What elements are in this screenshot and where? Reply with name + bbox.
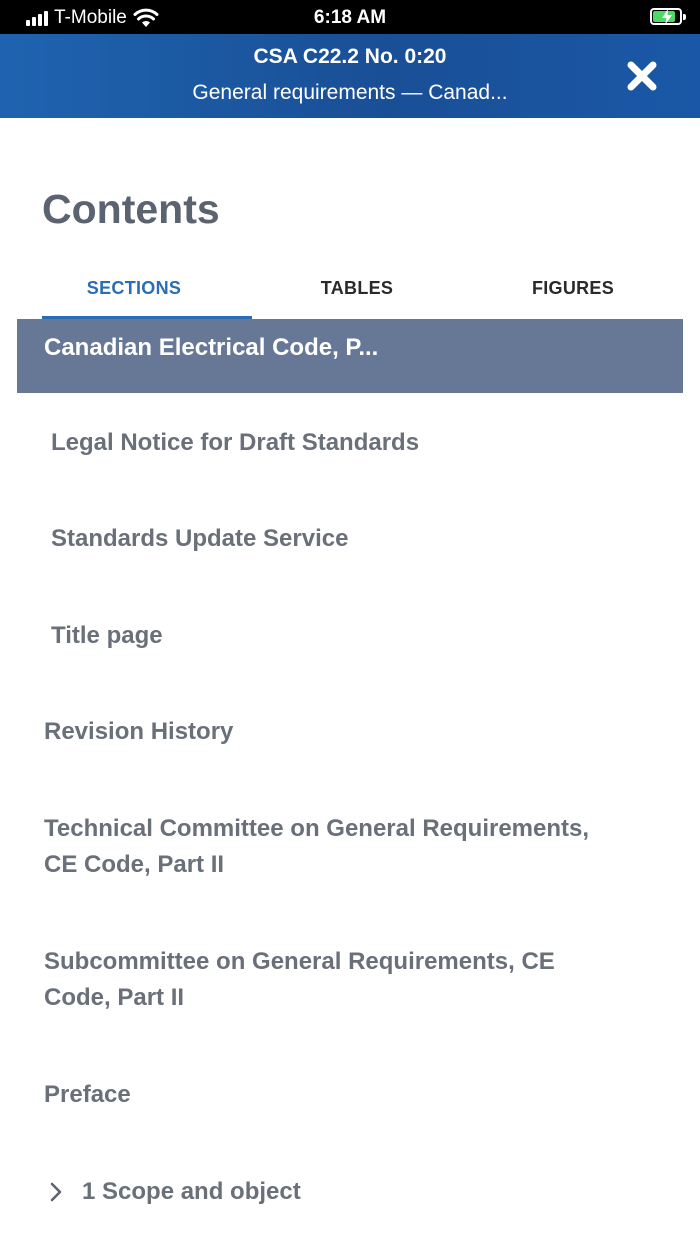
contents-heading: Contents bbox=[42, 186, 220, 232]
tab-figures[interactable]: FIGURES bbox=[531, 278, 615, 298]
status-time: 6:18 AM bbox=[313, 7, 387, 28]
section-item-label-line2: CE Code, Part II bbox=[44, 851, 225, 878]
section-item-label-line2: Code, Part II bbox=[44, 984, 185, 1011]
chevron-right-icon[interactable] bbox=[47, 1180, 65, 1204]
carrier-name: T-Mobile bbox=[54, 7, 127, 28]
tab-sections[interactable]: SECTIONS bbox=[86, 278, 182, 298]
battery-cap bbox=[683, 14, 686, 20]
tab-tables[interactable]: TABLES bbox=[320, 278, 394, 298]
section-item-revision-history[interactable]: Revision History bbox=[44, 718, 234, 745]
selected-section-label: Canadian Electrical Code, P... bbox=[44, 334, 379, 361]
section-item-technical-committee[interactable] bbox=[44, 811, 589, 883]
document-header bbox=[0, 34, 700, 118]
status-bar bbox=[0, 0, 700, 34]
section-item-label: Technical Committee on General Requirements, bbox=[44, 815, 590, 842]
battery-icon bbox=[650, 8, 682, 25]
section-item-legal-notice[interactable]: Legal Notice for Draft Standards bbox=[51, 429, 420, 456]
contents-tabs bbox=[0, 263, 700, 319]
document-subtitle: General requirements — Canad... bbox=[192, 81, 508, 104]
section-item-preface[interactable]: Preface bbox=[44, 1081, 131, 1108]
close-icon[interactable] bbox=[624, 58, 660, 94]
section-item-label: Subcommittee on General Requirements, CE bbox=[44, 948, 555, 975]
charging-bolt-icon bbox=[660, 9, 674, 25]
document-title: CSA C22.2 No. 0:20 bbox=[253, 45, 447, 68]
selected-section-row[interactable] bbox=[17, 319, 683, 393]
section-item-subcommittee[interactable] bbox=[44, 944, 555, 1016]
section-item-scope-and-object[interactable]: 1 Scope and object bbox=[82, 1178, 301, 1205]
section-item-title-page[interactable]: Title page bbox=[51, 622, 163, 649]
section-item-standards-update[interactable]: Standards Update Service bbox=[51, 525, 349, 552]
